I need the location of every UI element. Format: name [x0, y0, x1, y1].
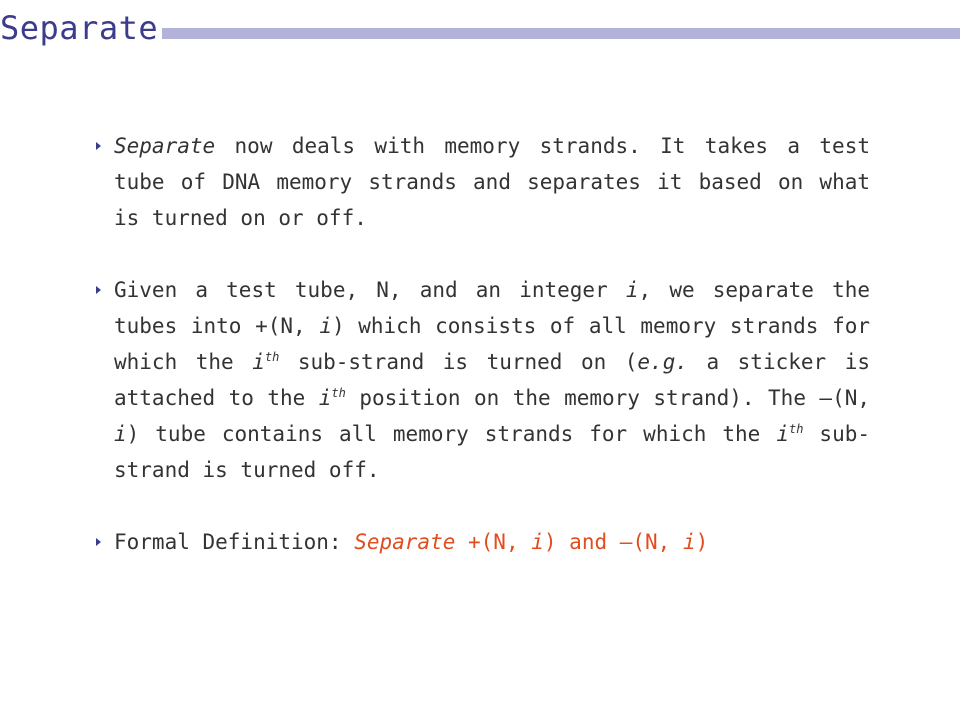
bullet-given-test-tube [84, 272, 870, 488]
superscript-th: th [264, 350, 280, 364]
bullet-text: sub-strand is turned on ( [279, 350, 638, 374]
variable-i: i [114, 422, 127, 446]
formal-definition-expression [354, 530, 708, 554]
expr-text: ) and –(N, [543, 530, 683, 554]
bullet-text: sub-strand is turned off. [114, 422, 871, 482]
bullet-text: now deals with memory strands. It takes a test tube of DNA memory strands and separates it based on what is turned on or off. [114, 134, 870, 230]
bullet-triangle-icon [96, 142, 101, 150]
bullet-text: a sticker is attached to the [114, 350, 870, 410]
expr-text: ) [695, 530, 709, 554]
variable-i: i [531, 530, 544, 554]
slide-body [84, 128, 870, 560]
variable-i: i [776, 422, 789, 446]
variable-i: i [318, 386, 332, 410]
abbr-eg: e.g. [637, 350, 688, 374]
bullet-separate-memory-strands [84, 128, 870, 236]
slide-title: Separate [0, 6, 162, 50]
term-separate: Separate [354, 530, 456, 554]
bullet-triangle-icon [96, 538, 101, 546]
bullet-triangle-icon [96, 286, 101, 294]
variable-i: i [682, 530, 696, 554]
variable-i: i [625, 278, 639, 302]
bullet-formal-definition [84, 524, 870, 560]
superscript-th: th [788, 422, 804, 436]
bullet-text: ) tube contains all memory strands for which the [126, 422, 777, 446]
expr-text: +(N, [455, 530, 532, 554]
formal-definition-label: Formal Definition: [114, 530, 355, 554]
bullet-text: , we separate the tubes into +(N, [114, 278, 870, 338]
bullet-text: Given a test tube, N, and an integer [114, 278, 626, 302]
term-separate: Separate [114, 134, 216, 158]
bullet-text: ) which consists of all memory strands for which the [114, 314, 870, 374]
variable-i: i [319, 314, 332, 338]
bullet-text: position on the memory strand). The –(N, [345, 386, 870, 410]
superscript-th: th [331, 386, 346, 400]
variable-i: i [252, 350, 265, 374]
